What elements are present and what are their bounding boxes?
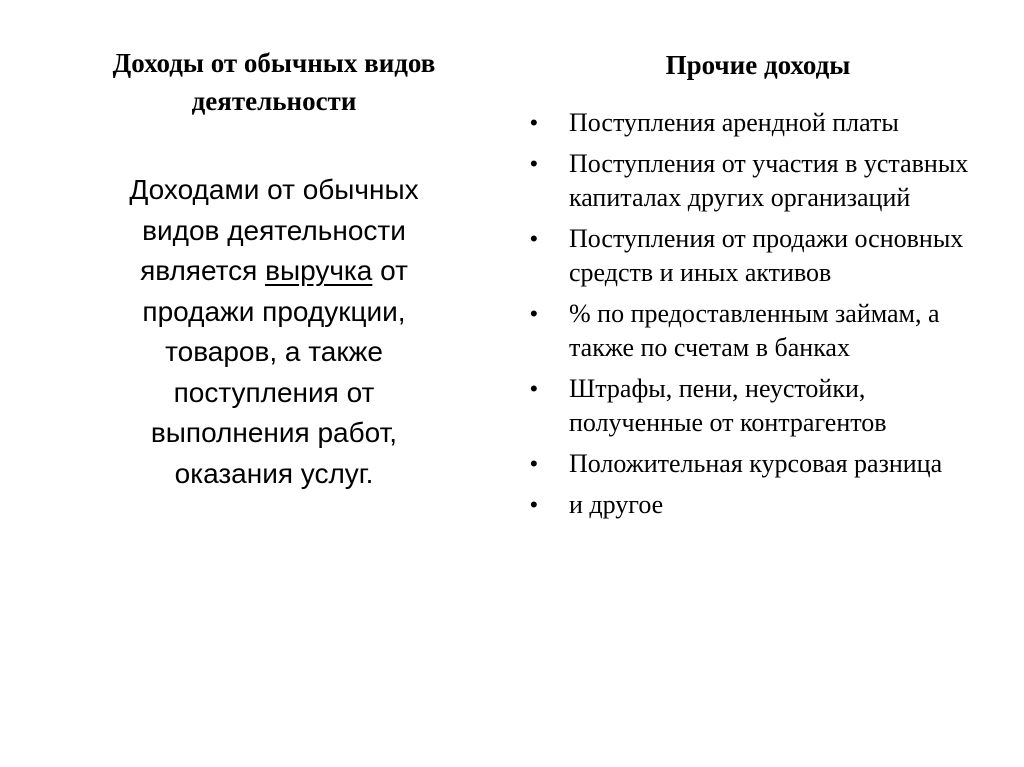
revenue-underlined-term: выручка xyxy=(265,255,373,286)
list-item xyxy=(528,447,998,481)
list-item-text: % по предоставленным займам, а также по счетам в банках xyxy=(569,299,940,362)
list-item xyxy=(528,488,998,522)
bullet-icon: • xyxy=(530,376,538,401)
bullet-icon: • xyxy=(530,151,538,176)
list-item xyxy=(528,147,998,215)
ordinary-income-definition xyxy=(104,170,444,494)
bullet-icon: • xyxy=(530,492,538,517)
bullet-icon: • xyxy=(530,301,538,326)
definition-text-start: Доходами от обычных видов деятельности является xyxy=(129,174,419,286)
bullet-icon: • xyxy=(530,226,538,251)
ordinary-income-heading: Доходы от обычных видов деятельности xyxy=(112,48,436,116)
list-item-text: Положительная курсовая разница xyxy=(569,449,943,478)
list-item xyxy=(528,222,998,290)
ordinary-income-column xyxy=(50,44,498,494)
bullet-icon: • xyxy=(530,451,538,476)
list-item xyxy=(528,372,998,440)
other-income-column xyxy=(528,46,998,529)
other-income-heading: Прочие доходы xyxy=(665,50,851,80)
definition-text-end: от продажи продукции, товаров, а также поступления от выполнения работ, оказания услуг. xyxy=(142,255,408,489)
other-income-list xyxy=(528,106,998,522)
list-item xyxy=(528,297,998,365)
list-item-text: Штрафы, пени, неустойки, полученные от контрагентов xyxy=(569,374,887,437)
list-item-text: и другое xyxy=(569,490,664,519)
bullet-icon: • xyxy=(530,110,538,135)
list-item-text: Поступления арендной платы xyxy=(569,108,899,137)
list-item xyxy=(528,106,998,140)
list-item-text: Поступления от продажи основных средств и иных активов xyxy=(569,224,964,287)
list-item-text: Поступления от участия в уставных капиталах других организаций xyxy=(569,149,969,212)
